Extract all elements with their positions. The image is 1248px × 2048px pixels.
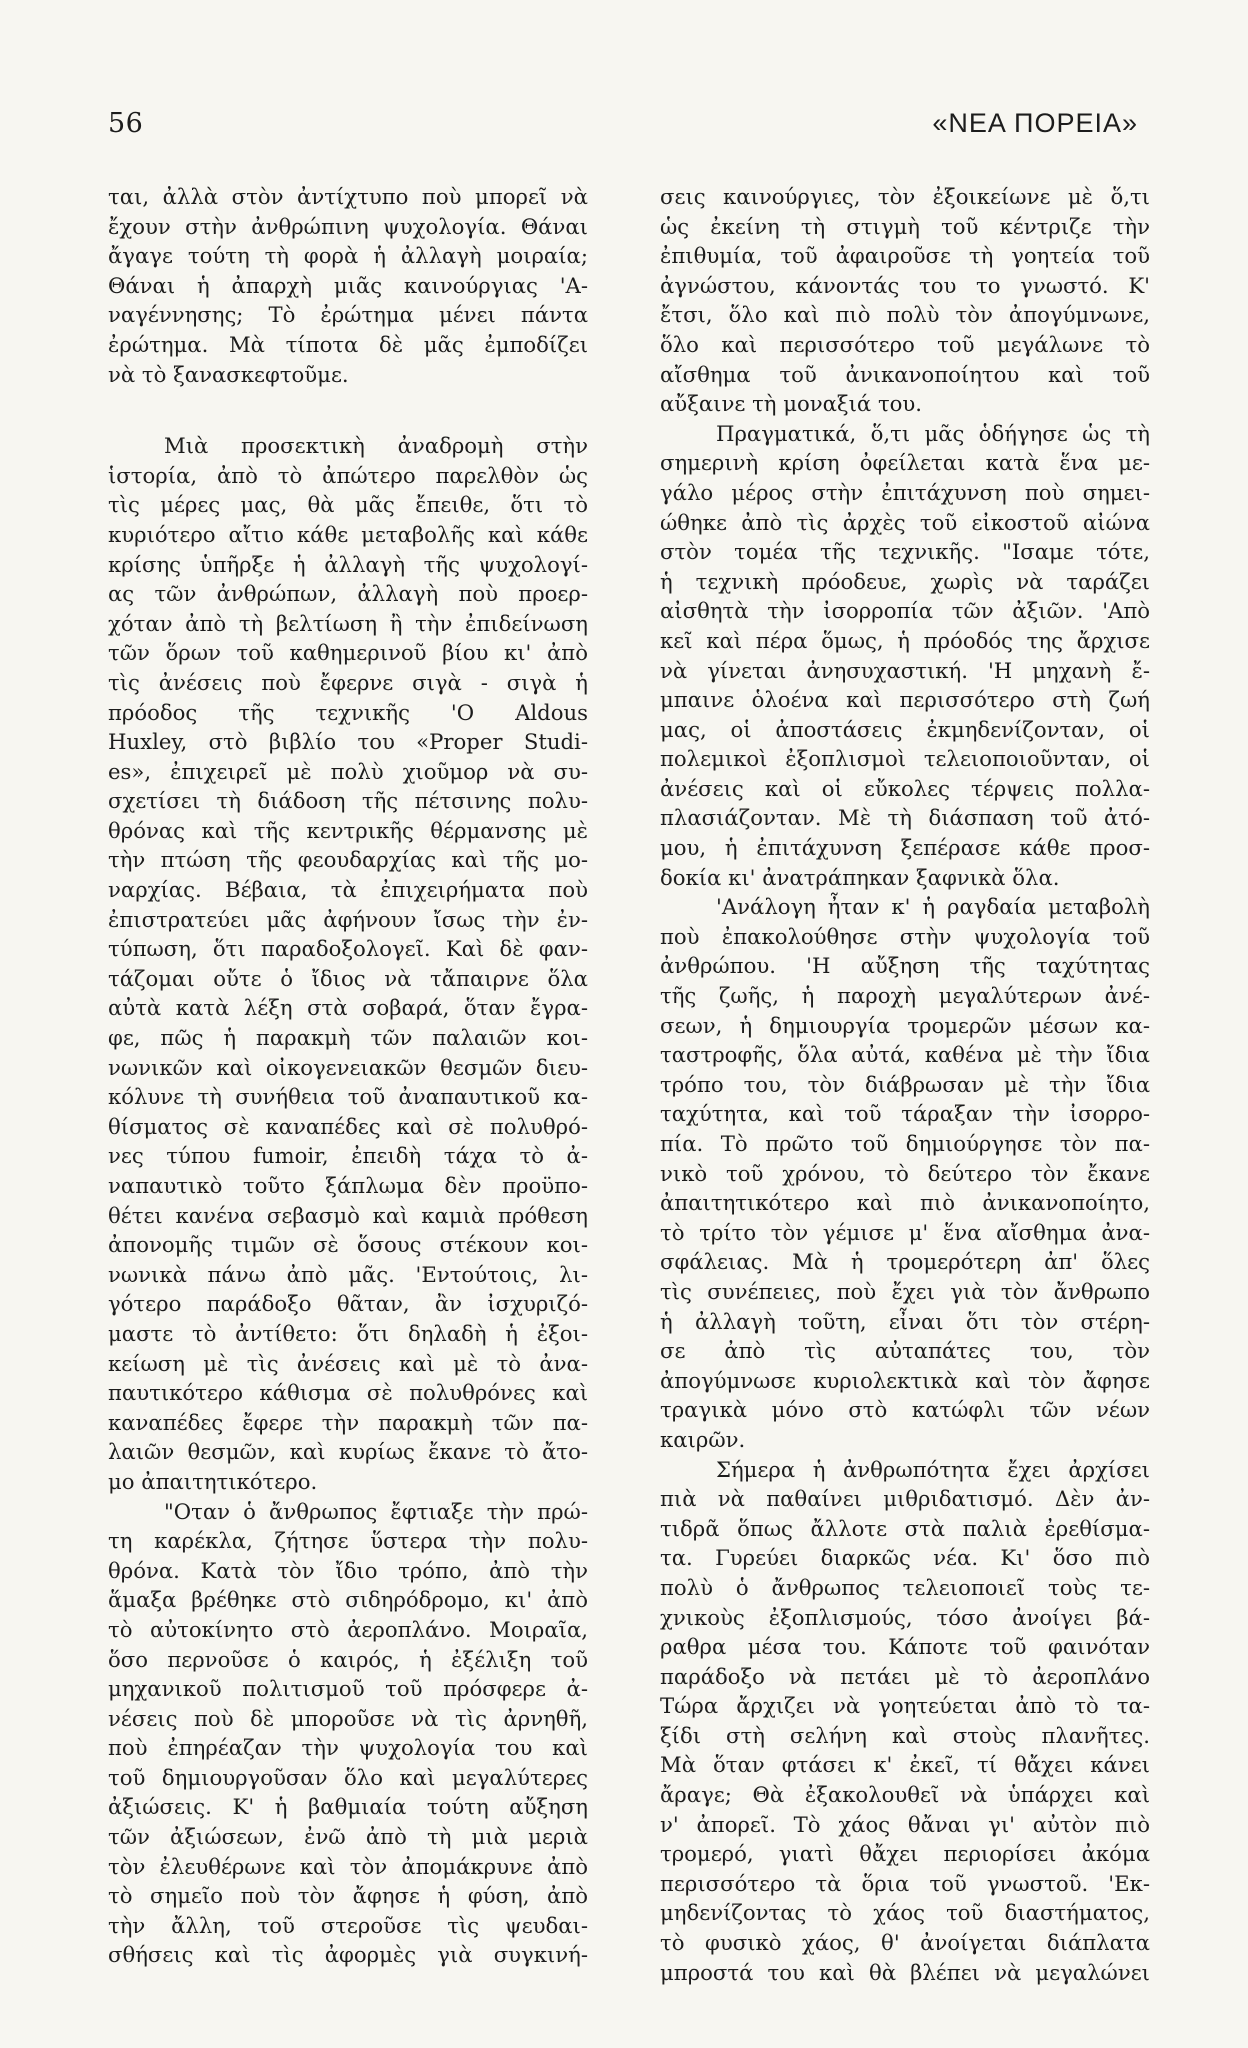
text-line: αὔξαινε τὴ μοναξιά του. (660, 391, 923, 417)
text-line: σεις καινούργιες, τὸν ἐξοικείωνε μὲ ὅ,τι (660, 184, 1150, 209)
page-number: 56 (108, 108, 144, 139)
journal-title: «ΝΕΑ ΠΟΡΕΙΑ» (932, 108, 1138, 138)
text-line: τραγικὰ μόνο στὸ κατώφλι τῶν νέων (660, 1397, 1150, 1423)
text-line: νικὸ τοῦ χρόνου, τὸ δεύτερο τὸν ἔκανε (660, 1160, 1150, 1186)
text-line: ἀγνώστου, κάνοντάς του το γνωστό. Κ' (660, 272, 1150, 298)
text-line: κεῖ καὶ πέρα ὅμως, ἡ πρόοδός της ἄρχισε (660, 627, 1150, 653)
text-line: ποὺ ἐπηρέαζαν τὴν ψυχολογία του καὶ (108, 1735, 588, 1761)
text-line: πολεμικοὶ ἐξοπλισμοὶ τελειοποιοῦνταν, οἱ (660, 746, 1150, 772)
text-line: σεων, ἡ δημιουργία τρομερῶν μέσων κα- (660, 1012, 1150, 1038)
text-line: κρίσης ὑπῆρξε ἡ ἀλλαγὴ τῆς ψυχολογί- (108, 551, 588, 577)
text-line: παυτικότερο κάθισμα σὲ πολυθρόνες καὶ (108, 1380, 588, 1406)
text-line: τὴν ἄλλη, τοῦ στεροῦσε τὶς ψευδαι- (108, 1912, 588, 1938)
text-line: ἐπιθυμία, τοῦ ἀφαιροῦσε τὴ γοητεία τοῦ (660, 243, 1150, 269)
text-line: ναπαυτικὸ τοῦτο ξάπλωμα δὲν προϋπο- (108, 1173, 588, 1198)
text-line: αἴσθημα τοῦ ἀνικανοποίητου καὶ τοῦ (660, 361, 1150, 387)
text-line: τὸ αὐτοκίνητο στὸ ἀεροπλάνο. Μοιραῖα, (108, 1616, 588, 1642)
text-line: τὶς συνέπειες, ποὺ ἔχει γιὰ τὸν ἄνθρωπο (660, 1278, 1150, 1304)
text-line: πρόοδος τῆς τεχνικῆς 'Ο Aldous (108, 699, 588, 725)
text-line: ξίδι στὴ σελήνη καὶ στοὺς πλανῆτες. (660, 1722, 1150, 1748)
text-line: τὸ τρίτο τὸν γέμισε μ' ἕνα αἴσθημα ἀνα- (660, 1219, 1150, 1245)
text-line: Θάναι ἡ ἀπαρχὴ μιᾶς καινούργιας 'Α- (108, 272, 588, 298)
text-line: σχετίσει τὴ διάδοση τῆς πέτσινης πολυ- (108, 788, 588, 814)
text-line: ἄγαγε τούτη τὴ φορὰ ἡ ἀλλαγὴ μοιραία; (108, 243, 588, 269)
text-line: αἰσθητὰ τὴν ἰσορροπία τῶν ἀξιῶν. 'Απὸ (660, 598, 1150, 624)
text-line: "Οταν ὁ ἄνθρωπος ἔφτιαξε τὴν πρώ- (164, 1498, 588, 1524)
text-line: δοκία κι' ἀνατράπηκαν ξαφνικὰ ὅλα. (660, 864, 1060, 890)
text-line: ἐπιστρατεύει μᾶς ἀφήνουν ἴσως τὴν ἐν- (108, 906, 588, 932)
text-line: ται, ἀλλὰ στὸν ἀντίχτυπο ποὺ μπορεῖ νὰ (108, 184, 588, 209)
text-line: ραθρα μέσα του. Κάποτε τοῦ φαινόταν (660, 1634, 1150, 1660)
text-line: Μὰ ὅταν φτάσει κ' ἐκεῖ, τί θἄχει κάνει (660, 1752, 1150, 1778)
text-line: Σήμερα ἡ ἀνθρωπότητα ἔχει ἀρχίσει (716, 1456, 1150, 1482)
text-line: κυριότερο αἴτιο κάθε μεταβολῆς καὶ κάθε (108, 521, 588, 547)
text-line: λαιῶν θεσμῶν, καὶ κυρίως ἔκανε τὸ ἄτο- (108, 1439, 588, 1465)
text-line: Τώρα ἄρχιζει νὰ γοητεύεται ἀπὸ τὸ τα- (660, 1693, 1150, 1719)
text-line: ταστροφῆς, ὅλα αὐτά, καθένα μὲ τὴν ἴδια (660, 1042, 1150, 1068)
text-line: τὸ σημεῖο ποὺ τὸν ἄφησε ἡ φύση, ἀπὸ (108, 1883, 588, 1909)
text-line: ώθηκε ἀπὸ τὶς ἀρχὲς τοῦ εἰκοστοῦ αἰώνα (660, 509, 1150, 535)
text-line: θρόνα. Κατὰ τὸν ἴδιο τρόπο, ἀπὸ τὴν (108, 1557, 588, 1583)
text-line: θέτει κανένα σεβασμὸ καὶ καμιὰ πρόθεση (108, 1202, 588, 1228)
text-line: ἀνθρώπου. 'Η αὔξηση τῆς ταχύτητας (660, 953, 1150, 979)
text-line: ἀνέσεις καὶ οἱ εὔκολες τέρψεις πολλα- (660, 775, 1150, 801)
text-line: καιρῶν. (660, 1426, 746, 1452)
text-line: τῆς ζωῆς, ἡ παροχὴ μεγαλύτερων ἀνέ- (660, 983, 1150, 1009)
text-line: ὡς ἐκείνη τὴ στιγμὴ τοῦ κέντριζε τὴν (660, 213, 1150, 239)
text-line: τρόπο του, τὸν διάβρωσαν μὲ τὴν ἴδια (660, 1071, 1150, 1097)
text-line: τάζομαι οὔτε ὁ ἴδιος νὰ τἄπαιρνε ὅλα (108, 965, 588, 991)
text-line: νες τύπου fumoir, ἐπειδὴ τάχα τὸ ἀ- (108, 1143, 588, 1169)
text-line: τα. Γυρεύει διαρκῶς νέα. Κι' ὅσο πιὸ (660, 1545, 1150, 1571)
page-header (108, 108, 1138, 152)
text-line: χόταν ἀπὸ τὴ βελτίωση ἢ τὴν ἐπιδείνωση (108, 610, 588, 636)
text-line: νωνικῶν καὶ οἰκογενειακῶν θεσμῶν διευ- (108, 1054, 588, 1080)
text-line: ἡ ἀλλαγὴ τοῦτη, εἶναι ὅτι τὸν στέρη- (660, 1308, 1150, 1334)
text-line: γάλο μέρος στὴν ἐπιτάχυνση ποὺ σημει- (660, 479, 1150, 505)
text-line: ας τῶν ἀνθρώπων, ἀλλαγὴ ποὺ προερ- (108, 581, 588, 607)
text-line: στὸν τομέα τῆς τεχνικῆς. "Ισαμε τότε, (660, 539, 1150, 565)
text-line: μπροστά του καὶ θὰ βλέπει νὰ μεγαλώνει (660, 1959, 1150, 1985)
text-line: Μιὰ προσεκτικὴ ἀναδρομὴ στὴν (164, 433, 588, 459)
text-line: πιὰ νὰ παθαίνει μιθριδατισμό. Δὲν ἀν- (660, 1486, 1150, 1512)
text-line: μο ἀπαιτητικότερο. (108, 1468, 318, 1494)
text-line: σε ἀπὸ τὶς αὐταπάτες του, τὸν (660, 1338, 1150, 1364)
text-line: es», ἐπιχειρεῖ μὲ πολὺ χιοῦμορ νὰ συ- (108, 758, 588, 784)
left-text-column (108, 182, 588, 1970)
text-line: ἀπαιτητικότερο καὶ πιὸ ἀνικανοποίητο, (660, 1190, 1150, 1216)
text-line: 'Ανάλογη ἦταν κ' ἡ ραγδαία μεταβολὴ (716, 894, 1150, 920)
text-line: ἡ τεχνικὴ πρόοδευε, χωρὶς νὰ ταράζει (660, 568, 1150, 594)
text-line: ποὺ ἐπακολούθησε στὴν ψυχολογία τοῦ (660, 923, 1150, 949)
text-line: ὅσο περνοῦσε ὁ καιρός, ἡ ἐξέλιξη τοῦ (108, 1646, 588, 1672)
text-line: σφάλειας. Μὰ ἡ τρομερότερη ἀπ' ὅλες (660, 1249, 1150, 1275)
text-line: τύπωση, ὅτι παραδοξολογεῖ. Καὶ δὲ φαν- (108, 936, 588, 962)
paragraph-gap (108, 389, 588, 431)
text-line: ἀπογύμνωσε κυριολεκτικὰ καὶ τὸν ἄφησε (660, 1367, 1150, 1393)
text-line: τη καρέκλα, ζήτησε ὕστερα τὴν πολυ- (108, 1528, 588, 1554)
text-line: τοῦ δημιουργοῦσαν ὅλο καὶ μεγαλύτερες (108, 1764, 588, 1790)
text-line: θίσματος σὲ καναπέδες καὶ σὲ πολυθρό- (108, 1113, 588, 1139)
text-line: ἄραγε; Θὰ ἐξακολουθεῖ νὰ ὑπάρχει καὶ (660, 1782, 1150, 1808)
text-line: Huxley, στὸ βιβλίο του «Proper Studi- (108, 729, 588, 755)
text-line: κόλυνε τὴ συνήθεια τοῦ ἀναπαυτικοῦ κα- (108, 1084, 588, 1110)
text-line: αὐτὰ κατὰ λέξη στὰ σοβαρά, ὅταν ἔγρα- (108, 995, 588, 1021)
text-line: μαστε τὸ ἀντίθετο: ὅτι δηλαδὴ ἡ ἐξοι- (108, 1320, 588, 1346)
text-line: τὶς ἀνέσεις ποὺ ἔφερνε σιγὰ - σιγὰ ἡ (108, 669, 588, 695)
text-line: πλασιάζονταν. Μὲ τὴ διάσπαση τοῦ ἀτό- (660, 805, 1150, 831)
text-line: φε, πῶς ἡ παρακμὴ τῶν παλαιῶν κοι- (108, 1025, 588, 1051)
text-line: τὸ φυσικὸ χάος, θ' ἀνοίγεται διάπλατα (660, 1930, 1150, 1956)
text-line: μηχανικοῦ πολιτισμοῦ τοῦ πρόσφερε ἀ- (108, 1676, 588, 1702)
text-line: νωνικὰ πάνω ἀπὸ μᾶς. 'Εντούτοις, λι- (108, 1261, 588, 1287)
text-line: νὰ τὸ ξανασκεφτοῦμε. (108, 361, 349, 387)
text-line: μου, ἡ ἐπιτάχυνση ξεπέρασε κάθε προσ- (660, 835, 1150, 861)
text-line: ν' ἀπορεῖ. Τὸ χάος θἄναι γι' αὐτὸν πιὸ (660, 1811, 1150, 1837)
text-line: μπαινε ὁλοένα καὶ περισσότερο στὴ ζωή (660, 687, 1150, 713)
text-line: χνικοὺς ἐξοπλισμούς, τόσο ἀνοίγει βά- (660, 1604, 1150, 1630)
text-line: ἀξιώσεις. Κ' ἡ βαθμιαία τούτη αὔξηση (108, 1794, 588, 1820)
text-line: ναρχίας. Βέβαια, τὰ ἐπιχειρήματα ποὺ (108, 877, 588, 903)
text-line: πία. Τὸ πρῶτο τοῦ δημιούργησε τὸν πα- (660, 1131, 1150, 1156)
text-line: σθήσεις καὶ τὶς ἀφορμὲς γιὰ συγκινή- (108, 1942, 588, 1968)
text-line: ναγέννησης; Τὸ ἐρώτημα μένει πάντα (108, 302, 588, 328)
text-line: σημερινὴ κρίση ὀφείλεται κατὰ ἕνα με- (660, 450, 1150, 476)
text-line: θρόνας καὶ τῆς κεντρικῆς θέρμανσης μὲ (108, 817, 588, 843)
text-line: ἐρώτημα. Μὰ τίποτα δὲ μᾶς ἐμποδίζει (108, 331, 588, 357)
text-line: παράδοξο νὰ πετάει μὲ τὸ ἀεροπλάνο (660, 1663, 1150, 1689)
text-line: μας, οἱ ἀποστάσεις ἐκμηδενίζονταν, οἱ (660, 716, 1150, 742)
text-line: ἱστορία, ἀπὸ τὸ ἀπώτερο παρελθὸν ὡς (108, 462, 588, 488)
text-line: τὴν πτώση τῆς φεουδαρχίας καὶ τῆς μο- (108, 847, 588, 873)
right-text-column (660, 182, 1150, 1987)
text-line: νέσεις ποὺ δὲ μποροῦσε νὰ τὶς ἀρνηθῆ, (108, 1705, 588, 1731)
text-line: μηδενίζοντας τὸ χάος τοῦ διαστήματος, (660, 1900, 1150, 1926)
text-line: τιδρᾶ ὅπως ἄλλοτε στὰ παλιὰ ἐρεθίσμα- (660, 1515, 1150, 1541)
text-line: τὸν ἐλευθέρωνε καὶ τὸν ἀπομάκρυνε ἀπὸ (108, 1853, 588, 1879)
text-line: ἀπονομῆς τιμῶν σὲ ὅσους στέκουν κοι- (108, 1232, 588, 1258)
text-line: καναπέδες ἔφερε τὴν παρακμὴ τῶν πα- (108, 1409, 588, 1435)
text-line: ταχύτητα, καὶ τοῦ τάραξαν τὴν ἰσορρο- (660, 1101, 1150, 1127)
text-line: νὰ γίνεται ἀνησυχαστική. 'Η μηχανὴ ἔ- (660, 657, 1150, 683)
text-line: τῶν ἀξιώσεων, ἐνῶ ἀπὸ τὴ μιὰ μεριὰ (108, 1824, 588, 1850)
text-line: ἔχουν στὴν ἀνθρώπινη ψυχολογία. Θάναι (108, 213, 588, 239)
text-line: Πραγματικά, ὅ,τι μᾶς ὁδήγησε ὡς τὴ (716, 420, 1150, 446)
text-line: τρομερό, γιατὶ θἄχει περιορίσει ἀκόμα (660, 1841, 1150, 1867)
text-line: ἔτσι, ὅλο καὶ πιὸ πολὺ τὸν ἀπογύμνωνε, (660, 302, 1150, 328)
text-line: τῶν ὅρων τοῦ καθημερινοῦ βίου κι' ἀπὸ (108, 640, 588, 666)
text-line: πολὺ ὁ ἄνθρωπος τελειοποιεῖ τοὺς τε- (660, 1574, 1150, 1600)
text-line: ἅμαξα βρέθηκε στὸ σιδηρόδρομο, κι' ἀπὸ (108, 1587, 588, 1613)
text-line: κείωση μὲ τὶς ἀνέσεις καὶ μὲ τὸ ἀνα- (108, 1350, 588, 1376)
text-line: τὶς μέρες μας, θὰ μᾶς ἔπειθε, ὅτι τὸ (108, 492, 588, 518)
text-line: ὅλο καὶ περισσότερο τοῦ μεγάλωνε τὸ (660, 331, 1150, 357)
text-line: περισσότερο τὰ ὅρια τοῦ γνωστοῦ. 'Εκ- (660, 1870, 1150, 1896)
text-line: γότερο παράδοξο θᾶταν, ἂν ἰσχυριζό- (108, 1291, 588, 1317)
